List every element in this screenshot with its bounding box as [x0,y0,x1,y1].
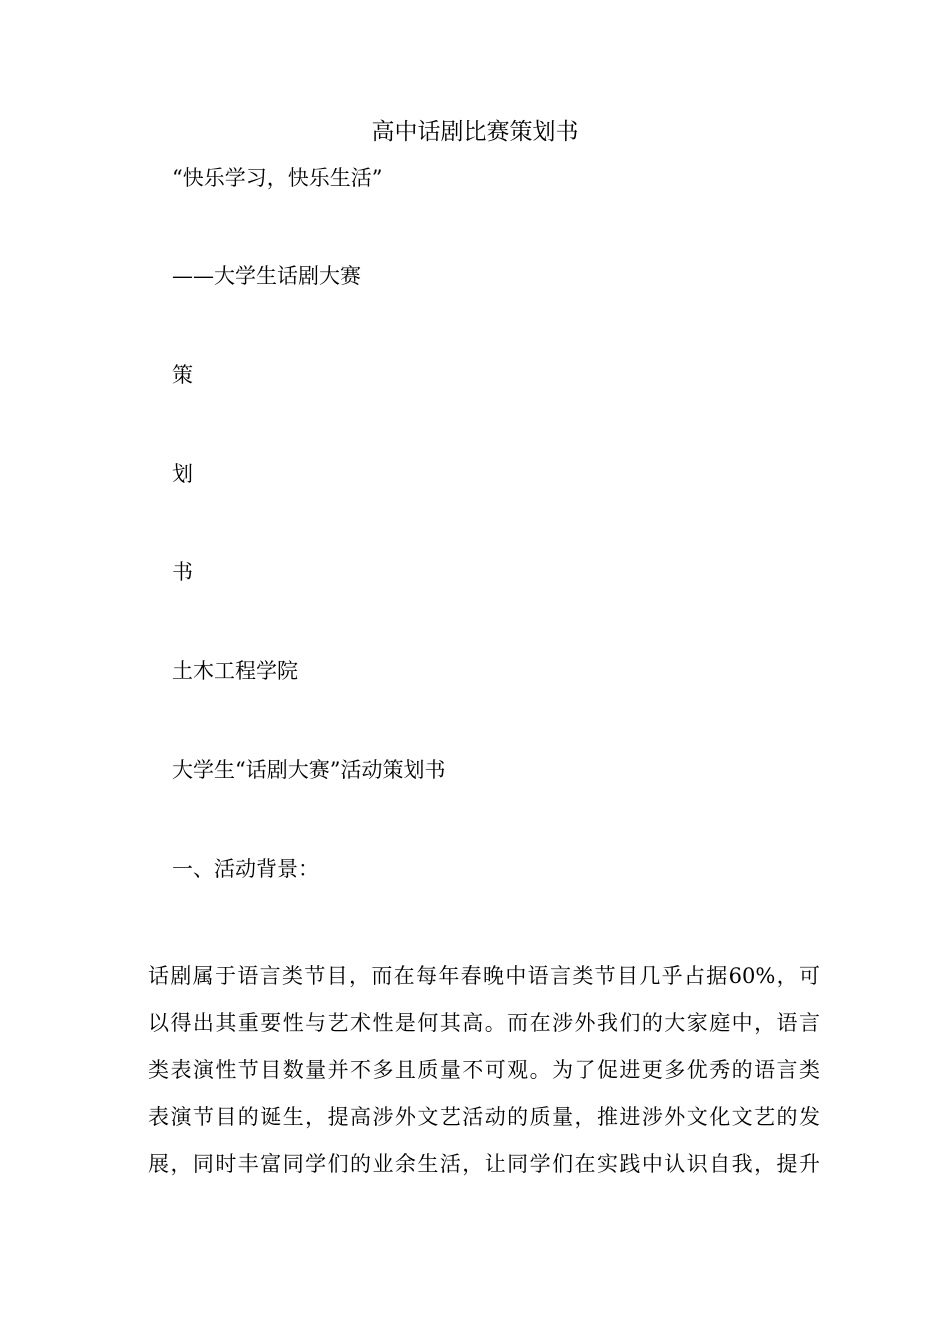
vertical-char-shu: 书 [172,560,193,584]
vertical-char-hua: 划 [172,462,193,486]
slogan-line: “快乐学习，快乐生活” [172,166,383,190]
college-name: 土木工程学院 [172,659,298,683]
section-heading: 一、活动背景： [172,857,319,881]
background-paragraph [148,953,820,1188]
paragraph-line: 类表演性节目数量并不多且质量不可观。为了促进更多优秀的语言类 [148,1058,820,1082]
paragraph-line: 话剧属于语言类节目，而在每年春晚中语言类节目几乎占据60%，可 [148,964,820,988]
vertical-char-ce: 策 [172,363,193,387]
paragraph-line: 展，同时丰富同学们的业余生活，让同学们在实践中认识自我，提升 [148,1152,820,1176]
plan-title: 大学生“话剧大赛”活动策划书 [172,758,446,782]
document-title: 高中话剧比赛策划书 [371,119,579,145]
subtitle-line: ——大学生话剧大赛 [172,264,361,288]
paragraph-line: 以得出其重要性与艺术性是何其高。而在涉外我们的大家庭中，语言 [148,1011,820,1035]
paragraph-line: 表演节目的诞生，提高涉外文艺活动的质量，推进涉外文化文艺的发 [148,1105,820,1129]
